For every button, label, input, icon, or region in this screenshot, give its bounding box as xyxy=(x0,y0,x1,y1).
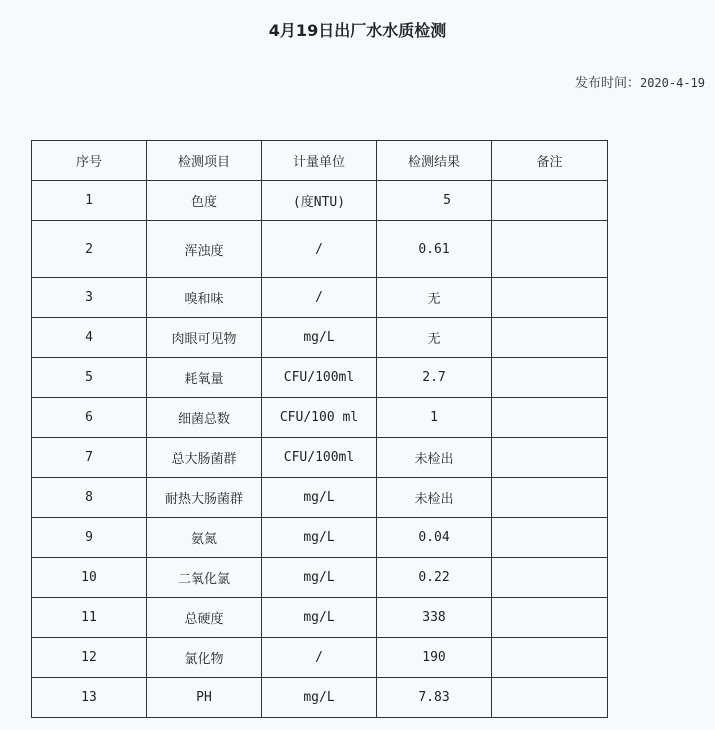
table-row xyxy=(32,638,608,678)
cell-note xyxy=(492,478,608,518)
cell-unit: mg/L xyxy=(262,318,377,358)
table-row xyxy=(32,598,608,638)
column-header-item: 检测项目 xyxy=(147,141,262,181)
cell-note xyxy=(492,558,608,598)
cell-no: 7 xyxy=(32,438,147,478)
cell-result: 5 xyxy=(377,181,492,221)
page-title: 4月19日出厂水水质检测 xyxy=(268,21,447,40)
cell-note xyxy=(492,358,608,398)
cell-unit: mg/L xyxy=(262,518,377,558)
table-row xyxy=(32,221,608,278)
cell-item: 嗅和味 xyxy=(147,278,262,318)
cell-note xyxy=(492,438,608,478)
publish-label: 发布时间： xyxy=(574,76,640,91)
table-row xyxy=(32,358,608,398)
cell-item: 肉眼可见物 xyxy=(147,318,262,358)
cell-unit: (度NTU) xyxy=(262,181,377,221)
cell-unit: CFU/100ml xyxy=(262,438,377,478)
table-row xyxy=(32,278,608,318)
table-row xyxy=(32,438,608,478)
cell-unit: mg/L xyxy=(262,678,377,718)
cell-no: 9 xyxy=(32,518,147,558)
cell-unit: mg/L xyxy=(262,598,377,638)
cell-unit: mg/L xyxy=(262,478,377,518)
cell-note xyxy=(492,638,608,678)
cell-note xyxy=(492,318,608,358)
cell-result: 2.7 xyxy=(377,358,492,398)
column-header-unit: 计量单位 xyxy=(262,141,377,181)
cell-result: 1 xyxy=(377,398,492,438)
cell-note xyxy=(492,398,608,438)
cell-note xyxy=(492,221,608,278)
cell-no: 2 xyxy=(32,221,147,278)
cell-note xyxy=(492,678,608,718)
cell-unit: / xyxy=(262,221,377,278)
cell-item: 氯化物 xyxy=(147,638,262,678)
table-row xyxy=(32,318,608,358)
cell-item: 色度 xyxy=(147,181,262,221)
cell-result: 0.61 xyxy=(377,221,492,278)
cell-item: 总大肠菌群 xyxy=(147,438,262,478)
cell-note xyxy=(492,181,608,221)
cell-result: 未检出 xyxy=(377,478,492,518)
cell-note xyxy=(492,598,608,638)
table-row xyxy=(32,678,608,718)
cell-unit: / xyxy=(262,638,377,678)
cell-result: 未检出 xyxy=(377,438,492,478)
cell-no: 1 xyxy=(32,181,147,221)
cell-no: 8 xyxy=(32,478,147,518)
cell-item: 二氧化氯 xyxy=(147,558,262,598)
cell-item: 总硬度 xyxy=(147,598,262,638)
cell-item: 耐热大肠菌群 xyxy=(147,478,262,518)
cell-result: 338 xyxy=(377,598,492,638)
cell-result: 0.22 xyxy=(377,558,492,598)
table-row xyxy=(32,518,608,558)
cell-no: 4 xyxy=(32,318,147,358)
cell-item: 浑浊度 xyxy=(147,221,262,278)
table-row xyxy=(32,478,608,518)
water-quality-table xyxy=(31,140,608,718)
cell-result: 0.04 xyxy=(377,518,492,558)
cell-item: 细菌总数 xyxy=(147,398,262,438)
cell-unit: / xyxy=(262,278,377,318)
cell-result: 7.83 xyxy=(377,678,492,718)
cell-item: PH xyxy=(147,678,262,718)
cell-no: 10 xyxy=(32,558,147,598)
column-header-no: 序号 xyxy=(32,141,147,181)
cell-result: 190 xyxy=(377,638,492,678)
cell-unit: CFU/100 ml xyxy=(262,398,377,438)
table-row xyxy=(32,181,608,221)
column-header-note: 备注 xyxy=(492,141,608,181)
cell-note xyxy=(492,278,608,318)
table-header-row xyxy=(32,141,608,181)
cell-result: 无 xyxy=(377,318,492,358)
cell-no: 6 xyxy=(32,398,147,438)
cell-unit: mg/L xyxy=(262,558,377,598)
cell-note xyxy=(492,518,608,558)
cell-item: 氨氮 xyxy=(147,518,262,558)
cell-result: 无 xyxy=(377,278,492,318)
cell-unit: CFU/100ml xyxy=(262,358,377,398)
cell-no: 3 xyxy=(32,278,147,318)
cell-no: 5 xyxy=(32,358,147,398)
cell-no: 12 xyxy=(32,638,147,678)
column-header-result: 检测结果 xyxy=(377,141,492,181)
cell-no: 11 xyxy=(32,598,147,638)
cell-no: 13 xyxy=(32,678,147,718)
cell-item: 耗氧量 xyxy=(147,358,262,398)
publish-info xyxy=(575,72,705,91)
publish-date: 2020-4-19 xyxy=(639,76,705,90)
table-row xyxy=(32,558,608,598)
table-row xyxy=(32,398,608,438)
